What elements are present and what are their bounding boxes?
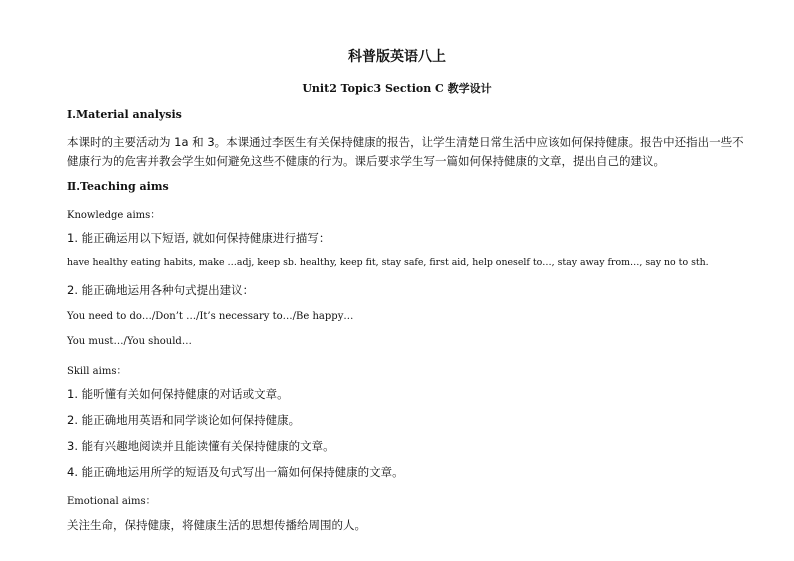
phrase-list: have healthy eating habits, make …adj, keep sb. healthy, keep fit, stay safe, first aid, help oneself to…, stay away from…, say no to sth. (67, 257, 709, 268)
skill-aim-item: 2. 能正确地用英语和同学谈论如何保持健康。 (67, 413, 301, 427)
emotional-aim-item: 关注生命，保持健康，将健康生活的思想传播给周围的人。 (67, 518, 366, 532)
skill-aim-item: 4. 能正确地运用所学的短语及句式写出一篇如何保持健康的文章。 (67, 465, 404, 479)
section-heading-material-analysis: Ⅰ.Material analysis (67, 108, 182, 121)
sentence-pattern: You must…/You should… (67, 336, 192, 347)
knowledge-aim-item: 2. 能正确地运用各种句式提出建议： (67, 283, 255, 297)
emotional-aims-label: Emotional aims： (67, 496, 156, 507)
document-title: 科普版英语八上 (348, 49, 446, 65)
skill-aims-label: Skill aims： (67, 366, 127, 377)
knowledge-aim-item: 1. 能正确运用以下短语, 就如何保持健康进行描写： (67, 231, 331, 245)
sentence-pattern: You need to do…/Don’t …/It’s necessary to…/Be happy… (67, 311, 354, 322)
skill-aim-item: 1. 能听懂有关如何保持健康的对话或文章。 (67, 387, 289, 401)
paragraph-line: 本课时的主要活动为 1a 和 3。本课通过李医生有关保持健康的报告，让学生清楚日常生活中应该如何保持健康。报告中还指出一些不 (67, 135, 744, 149)
document-subtitle: Unit2 Topic3 Section C 教学设计 (302, 82, 492, 95)
skill-aim-item: 3. 能有兴趣地阅读并且能读懂有关保持健康的文章。 (67, 439, 335, 453)
section-heading-teaching-aims: Ⅱ.Teaching aims (67, 180, 169, 193)
paragraph-line: 健康行为的危害并教会学生如何避免这些不健康的行为。课后要求学生写一篇如何保持健康的文章，提出自己的建议。 (67, 154, 665, 168)
knowledge-aims-label: Knowledge aims： (67, 210, 161, 221)
